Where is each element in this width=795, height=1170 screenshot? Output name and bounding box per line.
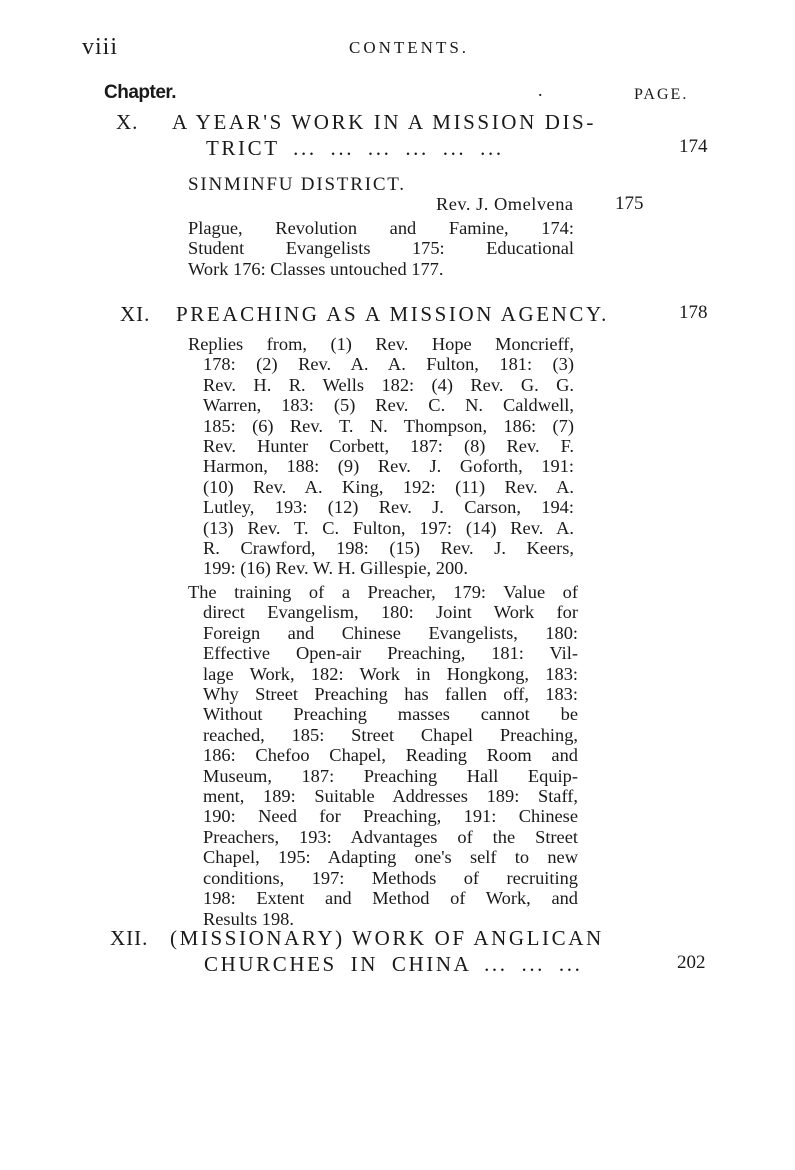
summary-line: lage Work, 182: Work in Hongkong, 183: xyxy=(203,663,578,684)
chapter-column-label: Chapter. xyxy=(104,82,177,103)
chapter-10-page: 174 xyxy=(679,136,708,157)
chapter-10-summary xyxy=(188,218,574,279)
summary-line: Why Street Preaching has fallen off, 183: xyxy=(203,684,578,705)
chapter-10-title-line-1: A YEAR'S WORK IN A MISSION DIS- xyxy=(172,110,596,134)
summary-line: Effective Open-air Preaching, 181: Vil- xyxy=(203,643,578,664)
replies-line: R. Crawford, 198: (15) Rev. J. Keers, xyxy=(203,538,574,559)
replies-line: Warren, 183: (5) Rev. C. N. Caldwell, xyxy=(203,395,574,416)
chapter-10-subsection-author: Rev. J. Omelvena xyxy=(436,194,574,214)
summary-line: 190: Need for Preaching, 191: Chinese xyxy=(203,806,578,827)
replies-line: 178: (2) Rev. A. A. Fulton, 181: (3) xyxy=(203,354,574,375)
replies-line: 185: (6) Rev. T. N. Thompson, 186: (7) xyxy=(203,415,574,436)
chapter-12-title-line-2: CHURCHES IN CHINA ... ... ... xyxy=(204,952,583,976)
summary-line: Plague, Revolution and Famine, 174: xyxy=(188,218,574,238)
summary-line: Preachers, 193: Advantages of the Street xyxy=(203,826,578,847)
summary-line: Student Evangelists 175: Educational xyxy=(188,238,574,259)
running-title: CONTENTS. xyxy=(349,38,470,57)
summary-line: ment, 189: Suitable Addresses 189: Staff, xyxy=(203,786,578,807)
chapter-12-title-line-1: (MISSIONARY) WORK OF ANGLICAN xyxy=(170,926,604,950)
summary-line: Without Preaching masses cannot be xyxy=(203,704,578,725)
chapter-10-subsection-title: SINMINFU DISTRICT. xyxy=(188,174,406,195)
summary-line: direct Evangelism, 180: Joint Work for xyxy=(203,602,578,623)
replies-line: 199: (16) Rev. W. H. Gillespie, 200. xyxy=(203,558,468,579)
replies-line: (10) Rev. A. King, 192: (11) Rev. A. xyxy=(203,476,574,497)
replies-line: Rev. Hunter Corbett, 187: (8) Rev. F. xyxy=(203,436,574,457)
chapter-11-summary xyxy=(188,582,578,929)
summary-line: Chapel, 195: Adapting one's self to new xyxy=(203,847,578,868)
page-number: viii xyxy=(82,34,119,60)
chapter-12-page: 202 xyxy=(677,952,706,973)
summary-line: 198: Extent and Method of Work, and xyxy=(203,888,578,909)
summary-line: The training of a Preacher, 179: Value of xyxy=(188,582,578,602)
chapter-11-title: PREACHING AS A MISSION AGENCY. xyxy=(176,302,609,326)
summary-line: conditions, 197: Methods of recruiting xyxy=(203,867,578,888)
column-dot: . xyxy=(538,80,543,100)
replies-line: Replies from, (1) Rev. Hope Moncrieff, xyxy=(188,334,574,354)
summary-line: Results 198. xyxy=(203,908,294,929)
replies-line: (13) Rev. T. C. Fulton, 197: (14) Rev. A. xyxy=(203,517,574,538)
replies-line: Rev. H. R. Wells 182: (4) Rev. G. G. xyxy=(203,374,574,395)
page-column-label: PAGE. xyxy=(634,86,689,103)
summary-line: Foreign and Chinese Evangelists, 180: xyxy=(203,622,578,643)
summary-line: reached, 185: Street Chapel Preaching, xyxy=(203,724,578,745)
summary-line: Museum, 187: Preaching Hall Equip- xyxy=(203,765,578,786)
summary-line: 186: Chefoo Chapel, Reading Room and xyxy=(203,745,578,766)
replies-line: Lutley, 193: (12) Rev. J. Carson, 194: xyxy=(203,497,574,518)
chapter-11-page: 178 xyxy=(679,302,708,323)
replies-line: Harmon, 188: (9) Rev. J. Goforth, 191: xyxy=(203,456,574,477)
chapter-12-number: XII. xyxy=(110,926,149,950)
chapter-11-replies xyxy=(188,334,574,579)
chapter-10-subsection-page: 175 xyxy=(615,193,644,214)
chapter-11-number: XI. xyxy=(120,302,151,326)
chapter-10-title-line-2: TRICT ... ... ... ... ... ... xyxy=(206,136,504,160)
chapter-10-number: X. xyxy=(116,110,139,134)
summary-line: Work 176: Classes untouched 177. xyxy=(188,258,444,279)
